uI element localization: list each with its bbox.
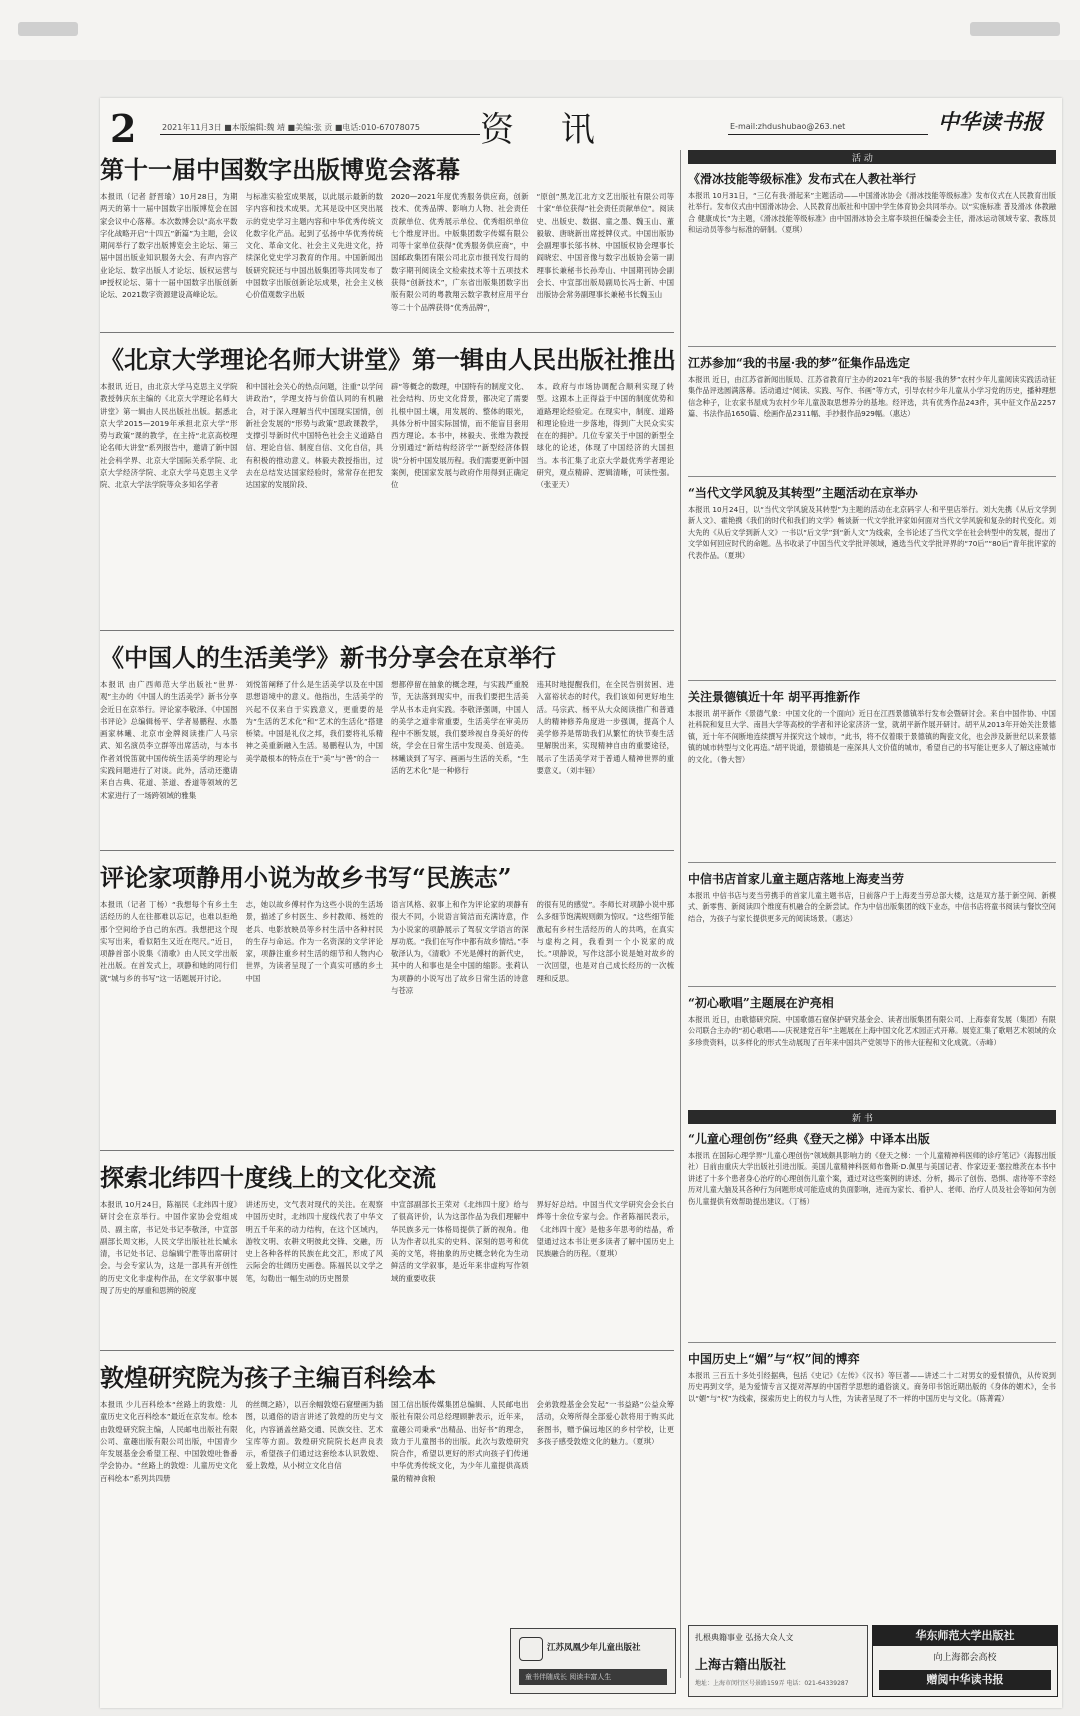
- ad-cta: 赠阅中华读书报: [879, 1670, 1051, 1690]
- sidebar-body: 本报讯 近日，由江苏省新闻出版局、江苏省教育厅主办的2021年“我的书屋·我的梦”农村少年儿童阅读实践活动征集作品评选圆满落幕。活动通过“阅读、实践、写作、书画”等方式，引导农村少年儿童从小学习党的历史，播种理想信念种子，让农家书屋成为农村少年儿童汲取思想养分的基地。经评选，共有优秀作品243件，其中征文作品2257篇、书法作品1650篇、绘画作品2311幅、手抄报作品929幅。（惠达）: [688, 375, 1056, 419]
- article-column: 本报讯 近日，由北京大学马克思主义学院教授韩庆东主编的《北京大学理论名师大讲堂》第一辑由人民出版社出版。据悉北京大学2015—2019年承担北京大学“形势与政策”课的教学，在主持“北京高校理论名师大讲堂”系列报告中，邀请了新中国社会科学界、北京大学国际关系学院、北京大学经济学院、北京大学马克思主义学院、北京大学法学院等众多知名学者: [100, 382, 238, 490]
- section-tag-events: [688, 150, 1056, 164]
- article-column: 语言风格、叙事上和作为评论家的项静有很大不同，小说语言简洁而充满诗意，作为小说家的项静展示了驾驭文学语言的深厚功底。“我们在写作中都有故乡情结。”李敬泽认为，《清歌》不光是傅村的新代史，其中的人和事也是全中国的缩影。张莉认为项静的小说写出了故乡日常生活的诗意与苍凉: [391, 900, 529, 996]
- ad-tagline: 扎根典籍事业 弘扬大众人文: [695, 1633, 794, 1642]
- article-divider: [100, 332, 674, 333]
- article-column: 本报讯（记者 舒晋瑜）10月28日，为期两天的第十一届中国数字出版博览会在国家会议中心落幕。本次数博会以“高水平数字化战略开启“十四五”新篇”为主题，会议期间举行了数字出版博览会主论坛、第三届中国出版业知识服务大会、有声内容产业论坛、数字出版人才论坛、版权运营与IP授权论坛、第十一届中国数字出版创新论坛、2021数字资源建设高峰论坛。: [100, 192, 238, 300]
- article-column: 刘悦笛阐释了什么是生活美学以及在中国思想语境中的意义。他指出，生活美学的兴起不仅来自于实践意义，更重要的是为“生活的艺术化”和“艺术的生活化”搭建桥梁。中国是礼仪之邦，我们要将礼乐精神之美重新融入生活。易鹏程认为，中国美学最根本的特点在于“美”与“善”的合一: [245, 680, 383, 763]
- sidebar-article: [688, 994, 1056, 1114]
- article-column: 和中国社会关心的热点问题，注重“以学问讲政治”，学理支持与价值认同的有机融合，对于深入理解当代中国现实国情，创新社会发展的“形势与政策”思政课教学，支撑引导新时代中国特色社会主义道路自信、理论自信、制度自信、文化自信，具有积极的推动意义。林毅夫教授指出，过去在总结发达国家经验时，常常存在把发达国家的发展阶段、: [245, 382, 383, 490]
- article-divider: [100, 1150, 674, 1151]
- article-column: 会弟敦煌基金会发起“一书益路”公益众筹活动，众筹所得全部爱心款将用于购买此套图书，赠予偏远地区的乡村学校，让更多孩子感受敦煌文化的魅力。（夏琪）: [536, 1400, 674, 1446]
- article-column: 本报讯（记者 丁杨）“我想每个有乡土生活经历的人在往都难以忘记，也难以拒绝那个空间给予自己的东西。我想把这个现实写出来，看似陌生又近在咫尺。”近日，项静首部小说集《清歌》由人民文学出版社出版。在首发式上，项静和她的同行们就“城与乡的书写”这一话题展开讨论。: [100, 900, 238, 983]
- article-column: 的丝绸之路），以百余幅敦煌石窟壁画为插图，以通俗的语言讲述了敦煌的历史与文化，内容涵盖丝路交通、民族交往、艺术宝库等方面。敦煌研究院院长赵声良表示，希望孩子们通过这套绘本认识敦煌、爱上敦煌，从小树立文化自信: [245, 1400, 383, 1471]
- header-rule-right: [728, 134, 928, 135]
- sidebar-headline: 关注景德镇近十年 胡平再推新作: [688, 690, 861, 704]
- article-column: 讲述历史，文气表对现代的关注。在观察中国历史时，北纬四十度线代表了中华文明五千年来的动力结构，在这个区域内，游牧文明、农耕文明彼此交锋、交融，历史上各种各样的民族在此交汇，形成了风云际会的壮阔历史画卷。陈福民以文学之笔，勾勒出一幅生动的历史图景: [245, 1200, 383, 1283]
- article-divider: [100, 850, 674, 851]
- article-column: “原创”黑龙江北方文艺出版社有限公司等十家“单位获得”社会责任贡献单位”。阅读史、出版史、数据、童之墨、魏玉山、董毅敏、唐晓新出席授牌仪式。中国出版协会副理事长邬书林、中国版权协会理事长阎晓宏、中国音像与数字出版协会第一副理事长兼秘书长孙寿山、中国期刊协会副会长、中宣部出版局副局长冯士新、中国出版协会常务副理事长兼秘书长魏玉山: [536, 192, 674, 300]
- ad-publisher-name: 江苏凤凰少年儿童出版社: [547, 1643, 641, 1653]
- sidebar-article: [688, 354, 1056, 480]
- article-column: 中宣部副部长王荣对《北纬四十度》给与了很高评价，认为这部作品为我们理解中华民族多元一体格局提供了新的视角。他认为作者以扎实的史料、深刻的思考和优美的文笔，将抽象的历史概念转化为生动鲜活的文学叙事，是近年来非虚构写作领域的重要收获: [391, 1200, 529, 1283]
- article-column: 违其时地提醒我们，在全民告别贫困、进入富裕状态的时代，我们该如何更好地生活。马宗武、杨平从大众阅读推广和普通人的精神修养角度进一步强调，提高个人美学修养是帮助我们从繁忙的快节奏生活里解脱出来，实现精神自由的重要途径，展示了生活美学对于普通人精神世界的重要意义。（刘丰钿）: [536, 680, 674, 776]
- newspaper-page[interactable]: [100, 98, 1062, 1708]
- article-column: 界好好总结。中国当代文学研究会会长白烨等十余位专家与会。作者陈福民表示，《北纬四十度》是他多年思考的结晶，希望通过这本书让更多读者了解中国历史上民族融合的历程。（夏琪）: [536, 1200, 674, 1259]
- sidebar-headline: “当代文学风貌及其转型”主题活动在京举办: [688, 486, 918, 500]
- sidebar-body: 本报讯 三百五十多处引经据典，包括《史记》《左传》《汉书》等巨著——讲述二十二对男女的爱恨情仇，从传说到历史再到文学，是为爱情专言又提对浑厚的中国哲学思想的通俗演义。商务印书馆近期出版的《身体的媚术》，全书以“媚”与“权”为线索，探索历史上的权力与人性，为读者呈现了不一样的中国历史与文化。（陈菁霞）: [688, 1371, 1056, 1403]
- header-meta-right: E-mail:zhdushubao@263.net: [730, 122, 846, 131]
- sidebar-body: 本报讯 胡平新作《景德气象：中国文化的一个面向》近日在江西景德镇举行发布会暨研讨会。来自中国作协、中国社科院和复旦大学、南昌大学等高校的学者和评论家济济一堂，就胡平新作展开研讨。胡平从2013年开始关注景德镇，近十年不间断地连续撰写并探究这个城市，“此书，将不仅着眼于景德镇的陶瓷文化，也会涉及新世纪以来景德镇的城市转型与文化再造。”胡平说道，景德镇是一座深具人文价值的城市，希望自己的书写能让更多人了解这座城市的文化。（鲁大智）: [688, 709, 1056, 764]
- section-title: 资 讯: [480, 110, 613, 150]
- article-column: 辟“等概念的数理，中国特有的制度文化、社会结构、历史文化背景，都决定了需要扎根中国土壤，用发展的、整体的眼光，具体分析中国实际国情，而不能盲目套用西方理论。本书中，林毅夫、张维为教授分别通过“新结构经济学”“新型经济体假说”分析中国发展历程。我们需要更新中国案例，使国家发展与政府作用得到正确定位: [391, 382, 529, 490]
- article-column: 本。政府与市场协调配合顺利实现了转型。这跟本上正得益于中国的制度优势和道路理论经验定。在现实中，制度、道路和理论验进一步落地，得到广大民众实实在在的拥护。几位专家关于中国的新型全球化的论述，体现了中国经济的大国担当。本书汇集了北京大学最优秀学者理论研究，观点精辟、逻辑清晰，可读性强。（张亚天）: [536, 382, 674, 490]
- article-headline: 探索北纬四十度线上的文化交流: [100, 1163, 436, 1192]
- sidebar-article: [688, 1130, 1056, 1346]
- ad-slogan: 童书伴随成长 阅读丰富人生: [525, 1673, 612, 1681]
- article-column: 与标准实验室成果展，以此展示最新的数字内容和技术成果。尤其是设中区突出展示的党史学习主题内容和中华优秀传统文化数字化产品。起到了弘扬中华优秀传统文化、革命文化、社会主义先进文化，持续深化党史学习教育的作用。中国新闻出版研究院还与中国出版集团等共同发布了中国数字出版创新论坛成果，社会主义核心价值观数字出版: [245, 192, 383, 300]
- sidebar-divider: [688, 986, 1056, 987]
- column-separator: [680, 150, 681, 1678]
- article-column: 的很有见的感觉”。李师长对项静小说中那么多细节饱满规则颇为惊叹。“这些细节能激起有乡村生活经历的人的共鸣，在真实与虚构之间，我看到一个小说家的成长。”项静说，写作这部小说是她对故乡的一次回望，也是对自己成长经历的一次梳理和反思。: [536, 900, 674, 983]
- sidebar-headline: 中国历史上“媚”与“权”间的博弈: [688, 1352, 860, 1366]
- article-divider: [100, 630, 674, 631]
- sidebar-body: 本报讯 在国际心理学界“儿童心理创伤”领域颇具影响力的《登天之梯：一个儿童精神科医师的诊疗笔记》（海豚出版社）日前由重庆大学出版社引进出版。美国儿童精神科医师布鲁斯·D.佩里与美国记者、作家迈亚·塞拉维茨在本书中讲述了十多个患者身心治疗的心理创伤儿童个案，通过对这些案例的讲述、分析，揭示了创伤、恐惧、虐待等不幸经历对儿童大脑及其各种行为问题形成可能造成的负面影响，进而为家长、看护人、老师、治疗人员及社会等如何为创伤儿童提供有效帮助提出建议。（丁杨）: [688, 1151, 1056, 1206]
- sidebar-article: [688, 688, 1056, 866]
- sidebar-headline: 中信书店首家儿童主题店落地上海麦当劳: [688, 872, 905, 886]
- article-digital-expo: [100, 150, 674, 329]
- article-headline: 敦煌研究院为孩子主编百科绘本: [100, 1363, 436, 1392]
- article-divider: [100, 1350, 674, 1351]
- article-headline: 第十一届中国数字出版博览会落幕: [100, 155, 460, 184]
- sidebar-divider: [688, 862, 1056, 863]
- section-tag-label: 新 书: [852, 1114, 873, 1124]
- status-bar-left: [18, 22, 78, 36]
- article-column: 本报讯 少儿百科绘本“丝路上的敦煌：儿童历史文化百科绘本”最近在京发布。绘本由敦煌研究院主编，人民邮电出版社有限公司、童趣出版有限公司出版，中国青少年发展基金会希望工程、中国敦煌吐鲁番学会协办。“丝路上的敦煌：儿童历史文化百科绘本”系列共四册: [100, 1400, 238, 1483]
- sidebar-divider: [688, 346, 1056, 347]
- article-xiang-jing: [100, 858, 674, 1151]
- ad-jiangsu-children-press[interactable]: [510, 1628, 676, 1694]
- article-column: 2020—2021年度优秀服务供应商，创新技术、优秀品牌、影响力人物、社会责任贡献单位、优秀展示单位、优秀组织单位七个维度评出。中版集团数字传媒有限公司等十家单位获得“优秀服务供应商”，中国邮政集团有限公司北京市报刊发行局的数字期刊阅读全文检索技术等十五项技术获得“创新技术”，广东省出版集团数字出版有限公司的粤教翔云数字教材应用平台等二十个品牌获得“优秀品牌”，: [391, 192, 529, 312]
- status-bar-right: [970, 22, 1060, 36]
- section-tag-newbooks: [688, 1110, 1056, 1124]
- article-column: 想都停留在抽象的概念理，与实践严重脱节，无法落到现实中，而我们要把生活美学从书本走向实践。李敬泽强调，中国人的美学之道非常重要，生活美学在审美历程中不断发展，我们要珍视自身美好的传统，学会在日常生活中发现美、创造美。林曦谈到了写字、画画与生活的关系，“生活的艺术化”是一种修行: [391, 680, 529, 776]
- sidebar-headline: 江苏参加“我的书屋·我的梦”征集作品选定: [688, 356, 910, 370]
- sidebar-article: [688, 484, 1056, 684]
- article-headline: 《中国人的生活美学》新书分享会在京举行: [100, 643, 556, 672]
- publisher-logo-icon: [519, 1637, 543, 1661]
- article-column: 志，她以故乡傅村作为这些小说的生活场景，描述了乡村医生、乡村教师、杨姓的老兵、电影放映员等乡村生活中各种村民的生存与命运。作为一名资深的文学评论家，项静注重乡村生活的细节和人物内心世界，为读者呈现了一个真实可感的乡土中国: [245, 900, 383, 983]
- sidebar-body: 本报讯 近日，由歌德研究院、中国歌德石窟保护研究基金会、读者出版集团有限公司、上海泰育发展（集团）有限公司联合主办的“初心歌唱——庆祝建党百年”主题展在上海中国文化艺术园正式开幕。展览汇集了歌唱艺术领域的众多珍贵资料，以多样化的形式生动展现了百年来中国共产党领导下的伟大征程和文化成就。（赤峰）: [688, 1015, 1056, 1047]
- sidebar-headline: “初心歌唱”主题展在沪亮相: [688, 996, 834, 1010]
- newspaper-brand: 中华读书报: [938, 109, 1043, 134]
- header-rule-left: [160, 134, 480, 135]
- sidebar-body: 本报讯 10月24日，以“当代文学风貌及其转型”为主题的活动在北京码字人·和平里店举行。刘大先携《从后文学到新人文》、霍艳携《我们的时代和我们的文学》畅谈新一代文学批评家如何面对当代文学风貌和复杂的时代变化。刘大先的《从后文学到新人文》一书以“后文学”到“新人文”为线索，全书论述了当代文学在社会转型中的发展，提出了文学如何回应时代的命题。丛书收录了中国当代文学批评领域，遴选当代文学批评界的“70后”“80后”青年批评家的代表作品。（夏琪）: [688, 505, 1056, 560]
- ad-shanghai-guji[interactable]: [688, 1625, 868, 1697]
- ad-slogan: 向上海都会高校: [933, 1653, 997, 1663]
- sidebar-headline: “儿童心理创伤”经典《登天之梯》中译本出版: [688, 1132, 930, 1146]
- header-meta-left: 2021年11月3日 ■本版编辑:魏 靖 ■美编:张 贡 ■电话:010-67078075: [162, 123, 420, 132]
- sidebar-article: [688, 170, 1056, 350]
- article-column: 本报讯 10月24日，陈福民《北纬四十度》研讨会在京举行。中国作家协会党组成员、副主席，书记处书记李敬泽，中宣部副部长周文彬，人民文学出版社社长臧永清，书记处书记、总编辑宁胜等出席研讨会。与会专家认为，这是一部具有开创性的历史文化非虚构作品，在文学叙事中展现了历史的厚重和思辨的锐度: [100, 1200, 238, 1296]
- ad-publisher-name: 华东师范大学出版社: [873, 1626, 1057, 1646]
- sidebar-article: [688, 870, 1056, 990]
- article-life-aesthetics: [100, 638, 674, 849]
- ad-address: 地址：上海市闵行区号景路159弄 电话：021-64339287: [695, 1680, 849, 1687]
- sidebar-divider: [688, 476, 1056, 477]
- page-number: 2: [110, 106, 137, 151]
- article-headline: 评论家项静用小说为故乡书写“民族志”: [100, 863, 512, 892]
- ad-publisher-name: 上海古籍出版社: [695, 1658, 787, 1673]
- ad-slogan-bar: [519, 1669, 667, 1685]
- article-headline: 《北京大学理论名师大讲堂》第一辑由人民出版社推出: [100, 345, 676, 374]
- article-north-40: [100, 1158, 674, 1349]
- ad-ecnu-press[interactable]: [872, 1625, 1058, 1697]
- status-bar: [0, 0, 1080, 60]
- article-pku-lectures: [100, 340, 674, 631]
- section-tag-label: 活 动: [852, 154, 873, 164]
- sidebar-body: 本报讯 10月31日，“三亿有我·滑起来”主题活动——中国滑冰协会《滑冰技能等级标准》发布仪式在人民教育出版社举行。发布仪式由中国滑冰协会、人民教育出版社和中国中学生体育协会共同举办。以“实施标准 普及滑冰 体教融合 健康成长”为主题，《滑冰技能等级标准》由中国滑冰协会主席李琰担任编委会主任，滑冰运动领域专家、教练员和运动员等参与标准的研制。（夏琪）: [688, 191, 1056, 235]
- article-column: 国工信出版传媒集团总编辑、人民邮电出版社有限公司总经理顾翀表示，近年来，童趣公司秉承“出精品、出好书”的理念，致力于儿童图书的出版。此次与敦煌研究院合作，希望以更好的形式向孩子们传递中华优秀传统文化，为少年儿童提供高质量的精神食粮: [391, 1400, 529, 1483]
- article-column: 本报讯 由广西师范大学出版社“世界·观”主办的《中国人的生活美学》新书分享会近日在京举行。评论家李敬泽、《中国图书评论》总编辑杨平、学者易鹏程、水墨画家林曦、北京市金牌阅读推广人马宗武、知名演员李立群等出席活动，与本书作者刘悦笛就中国传统生活美学的理论与实践问题进行了对谈。此外，活动还邀请来自古典、花道、茶道、香道等领域的艺术家进行了一场跨领域的雅集: [100, 680, 238, 800]
- sidebar-body: 本报讯 中信书店与麦当劳携手的首家儿童主题书店，日前落户于上海麦当劳总部大楼，这是双方基于新空间、新模式、新零售、新阅读四个维度有机融合的全新尝试。作为中信出版集团的线下业态，中信书店将童书阅读与餐饮空间结合，为孩子与家长提供更多元的阅读场景。（惠达）: [688, 891, 1056, 923]
- sidebar-article: [688, 1350, 1056, 1520]
- sidebar-divider: [688, 680, 1056, 681]
- sidebar-headline: 《滑冰技能等级标准》发布式在人教社举行: [688, 172, 917, 186]
- sidebar-divider: [688, 1342, 1056, 1343]
- article-dunhuang: [100, 1358, 674, 1559]
